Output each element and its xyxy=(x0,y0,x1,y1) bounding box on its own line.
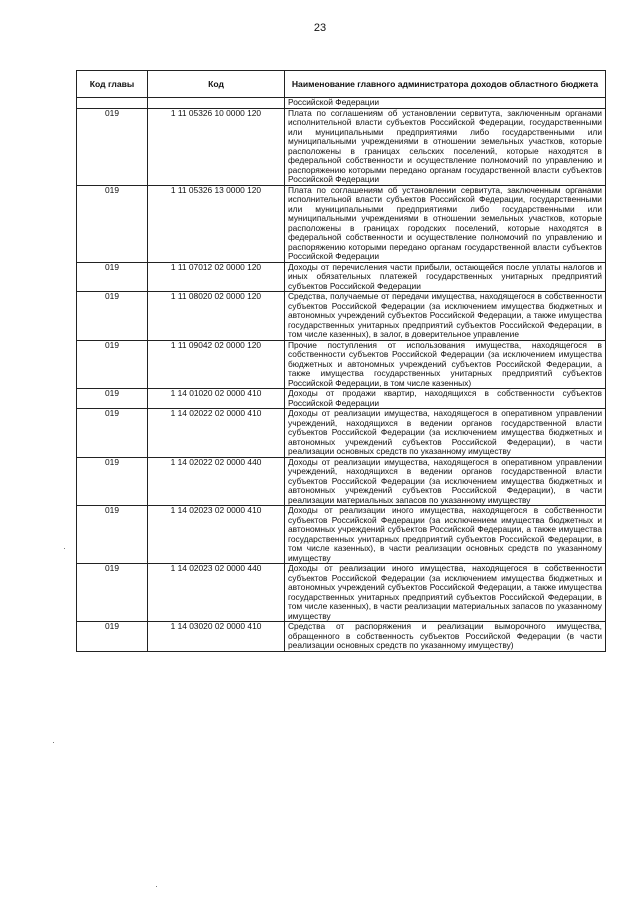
income-code-cell: 1 14 02023 02 0000 440 xyxy=(148,564,285,622)
chapter-code-cell: 019 xyxy=(77,457,148,506)
income-name-cell: Средства, получаемые от передачи имущества, находящегося в собственности субъектов Российской Федерации (за исключением имущества бюджетных и автономных учреждений субъектов Российской Федерации, а также имущества государственных унитарных предприятий субъектов Российской Федерации, в том числе казенных), в залог, в доверительное управление xyxy=(285,292,606,341)
income-code-cell: 1 11 08020 02 0000 120 xyxy=(148,292,285,341)
table-row xyxy=(77,292,606,341)
continuation-chapter-cell xyxy=(77,98,148,109)
income-code-cell: 1 14 03020 02 0000 410 xyxy=(148,622,285,652)
chapter-code-cell: 019 xyxy=(77,108,148,185)
table-row xyxy=(77,108,606,185)
income-name-cell: Плата по соглашениям об установлении сервитута, заключенным органами исполнительной власти субъектов Российской Федерации, государственными или муниципальными предприятиями либо государственными или муниципальными учреждениями в отношении земельных участков, которые расположены в границах сельских поселений, которые находятся в федеральной собственности и осуществление полномочий по управлению и распоряжению которыми передано органам государственной власти субъектов Российской Федерации xyxy=(285,108,606,185)
income-code-cell: 1 11 05326 13 0000 120 xyxy=(148,185,285,262)
income-code-cell: 1 14 01020 02 0000 410 xyxy=(148,389,285,409)
income-name-cell: Доходы от реализации имущества, находящегося в оперативном управлении учреждений, находящихся в ведении органов государственной власти субъектов Российской Федерации (за исключением имущества бюджетных и автономных учреждений субъектов Российской Федерации), в части реализации основных средств по указанному имуществу xyxy=(285,409,606,458)
income-code-cell: 1 14 02022 02 0000 410 xyxy=(148,409,285,458)
chapter-code-cell: 019 xyxy=(77,340,148,389)
table-header-row xyxy=(77,71,606,98)
table-row xyxy=(77,457,606,506)
income-code-cell: 1 14 02022 02 0000 440 xyxy=(148,457,285,506)
income-code-cell: 1 14 02023 02 0000 410 xyxy=(148,506,285,564)
table-row xyxy=(77,185,606,262)
income-code-cell: 1 11 05326 10 0000 120 xyxy=(148,108,285,185)
chapter-code-cell: 019 xyxy=(77,185,148,262)
header-chapter-code: Код главы xyxy=(77,71,148,98)
income-code-cell: 1 11 09042 02 0000 120 xyxy=(148,340,285,389)
table-row xyxy=(77,409,606,458)
revenue-administrators-table xyxy=(76,70,606,652)
table-row xyxy=(77,262,606,292)
page-number: 23 xyxy=(313,22,327,34)
table-row xyxy=(77,564,606,622)
income-name-cell: Доходы от продажи квартир, находящихся в собственности субъектов Российской Федерации xyxy=(285,389,606,409)
chapter-code-cell: 019 xyxy=(77,262,148,292)
header-code: Код xyxy=(148,71,285,98)
chapter-code-cell: 019 xyxy=(77,622,148,652)
table-row xyxy=(77,506,606,564)
income-name-cell: Доходы от реализации иного имущества, находящегося в собственности субъектов Российской Федерации (за исключением имущества бюджетных и автономных учреждений субъектов Российской Федерации, а также имущества государственных унитарных предприятий субъектов Российской Федерации, в том числе казенных), в части реализации материальных запасов по указанному имуществу xyxy=(285,564,606,622)
income-name-cell: Доходы от реализации иного имущества, находящегося в собственности субъектов Российской Федерации (за исключением имущества бюджетных и автономных учреждений субъектов Российской Федерации, а также имущества государственных унитарных предприятий субъектов Российской Федерации, в том числе казенных), в части реализации основных средств по указанному имуществу xyxy=(285,506,606,564)
income-name-cell: Доходы от реализации имущества, находящегося в оперативном управлении учреждений, находящихся в ведении органов государственной власти субъектов Российской Федерации (за исключением имущества бюджетных и автономных учреждений субъектов Российской Федерации), в части реализации материальных запасов по указанному имуществу xyxy=(285,457,606,506)
income-code-cell: 1 11 07012 02 0000 120 xyxy=(148,262,285,292)
income-name-cell: Доходы от перечисления части прибыли, остающейся после уплаты налогов и иных обязательных платежей государственных унитарных предприятий субъектов Российской Федерации xyxy=(285,262,606,292)
header-administrator-name: Наименование главного администратора доходов областного бюджета xyxy=(285,71,606,98)
continuation-row xyxy=(77,98,606,109)
continuation-code-cell xyxy=(148,98,285,109)
table-row xyxy=(77,389,606,409)
scan-speck xyxy=(156,886,157,887)
income-name-cell: Плата по соглашениям об установлении сервитута, заключенным органами исполнительной власти субъектов Российской Федерации, государственными или муниципальными предприятиями либо государственными или муниципальными учреждениями в отношении земельных участков, которые расположены в границах городских поселений, которые находятся в федеральной собственности и осуществление полномочий по управлению и распоряжению которыми передано органам государственной власти субъектов Российской Федерации xyxy=(285,185,606,262)
table-row xyxy=(77,622,606,652)
scan-speck xyxy=(53,742,54,743)
chapter-code-cell: 019 xyxy=(77,564,148,622)
chapter-code-cell: 019 xyxy=(77,389,148,409)
continuation-name-cell: Российской Федерации xyxy=(285,98,606,109)
income-name-cell: Средства от распоряжения и реализации выморочного имущества, обращенного в собственность субъектов Российской Федерации (в части реализации основных средств по указанному имуществу) xyxy=(285,622,606,652)
table-row xyxy=(77,340,606,389)
chapter-code-cell: 019 xyxy=(77,506,148,564)
scan-speck xyxy=(64,548,65,549)
income-name-cell: Прочие поступления от использования имущества, находящегося в собственности субъектов Российской Федерации (за исключением имущества бюджетных и автономных учреждений субъектов Российской Федерации, а также имущества государственных унитарных предприятий субъектов Российской Федерации, в том числе казенных) xyxy=(285,340,606,389)
chapter-code-cell: 019 xyxy=(77,409,148,458)
chapter-code-cell: 019 xyxy=(77,292,148,341)
